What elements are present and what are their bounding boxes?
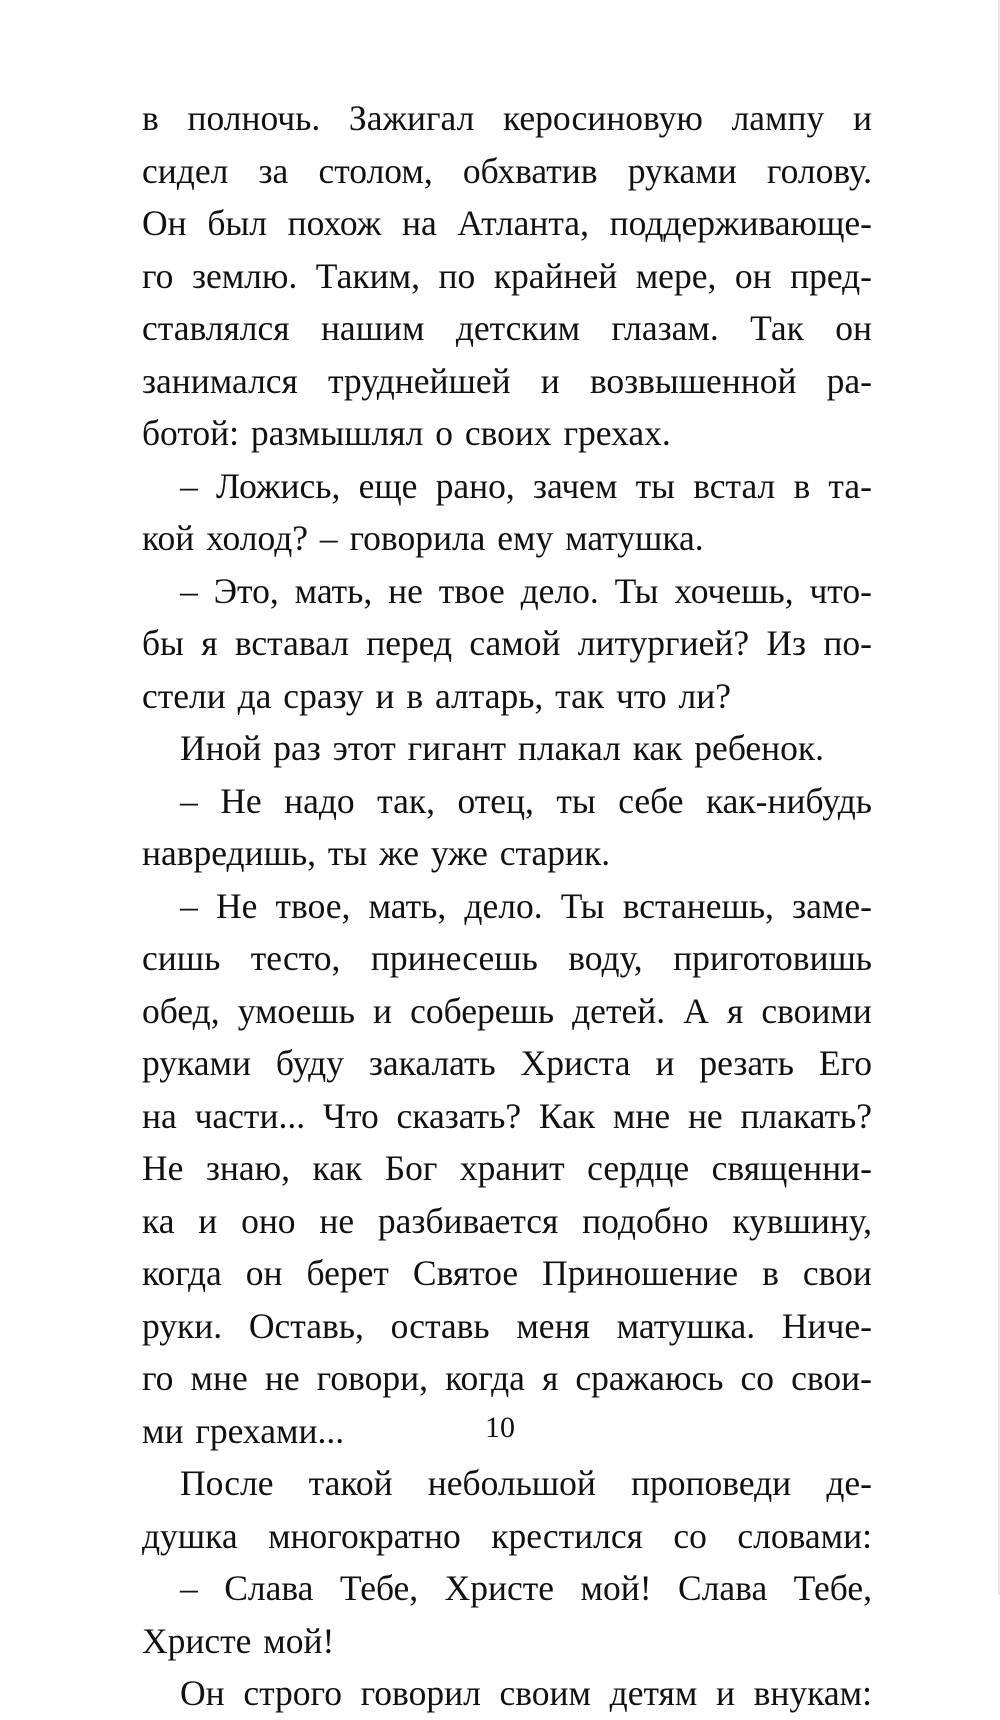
text-line bbox=[142, 932, 872, 985]
word: по bbox=[438, 255, 476, 296]
word: со bbox=[673, 1515, 707, 1556]
text-line bbox=[142, 1037, 872, 1090]
word: надо bbox=[284, 780, 355, 821]
line-text: ми грехами... bbox=[142, 1410, 345, 1451]
word: мере, bbox=[635, 255, 717, 296]
word: мне bbox=[612, 1095, 671, 1136]
word: Христе bbox=[444, 1568, 555, 1608]
word: сражаюсь bbox=[575, 1358, 724, 1398]
word: ставлялся bbox=[142, 308, 290, 348]
word: бы bbox=[142, 623, 184, 663]
word: священни- bbox=[711, 1148, 872, 1188]
word: не bbox=[388, 570, 423, 611]
word: проповеди bbox=[631, 1463, 792, 1503]
word: го bbox=[142, 1358, 174, 1398]
word: закалать bbox=[368, 1043, 496, 1083]
word: и bbox=[373, 990, 393, 1031]
word: труднейшей bbox=[327, 360, 511, 401]
word: Слава bbox=[678, 1568, 768, 1608]
word: Как bbox=[538, 1095, 596, 1136]
word: со bbox=[740, 1358, 774, 1398]
word: говорил bbox=[360, 1673, 481, 1713]
word: он bbox=[245, 1253, 283, 1293]
word: он bbox=[835, 308, 872, 348]
word: хочешь, bbox=[674, 570, 794, 611]
word: Ложись, bbox=[215, 465, 341, 506]
word: и bbox=[655, 1043, 675, 1083]
word: Не bbox=[220, 780, 262, 821]
word: и bbox=[715, 1673, 735, 1713]
text-line bbox=[142, 512, 872, 565]
word: подобно bbox=[582, 1200, 709, 1241]
word: руки. bbox=[142, 1305, 223, 1346]
word: кувшину, bbox=[732, 1200, 872, 1241]
text-line bbox=[142, 92, 872, 145]
word: сердце bbox=[587, 1148, 690, 1188]
word: ра- bbox=[826, 360, 872, 401]
line-text: ботой: размышлял о своих грехах. bbox=[142, 413, 671, 453]
word: буду bbox=[275, 1043, 344, 1083]
word: плакать? bbox=[740, 1095, 872, 1136]
word: словами: bbox=[737, 1515, 872, 1556]
word: встал bbox=[693, 465, 776, 506]
text-line bbox=[142, 985, 872, 1038]
word: занимался bbox=[142, 360, 298, 401]
body-text bbox=[142, 92, 872, 1720]
word: Ты bbox=[614, 570, 659, 611]
word: ты bbox=[635, 465, 675, 506]
text-line bbox=[142, 197, 872, 250]
text-line bbox=[142, 1615, 872, 1668]
word: – bbox=[180, 885, 198, 926]
word: умоешь bbox=[237, 990, 355, 1031]
word: А bbox=[683, 990, 709, 1031]
text-line bbox=[142, 407, 872, 460]
text-line bbox=[142, 722, 872, 775]
word: детей. bbox=[572, 990, 666, 1031]
word: не bbox=[687, 1095, 723, 1136]
word: я bbox=[541, 1358, 559, 1398]
word: рано, bbox=[435, 465, 515, 506]
word: та- bbox=[828, 465, 872, 506]
word: своими bbox=[761, 990, 872, 1031]
word: лампу bbox=[731, 98, 825, 138]
word: принесешь bbox=[370, 938, 538, 978]
word: соберешь bbox=[410, 990, 555, 1031]
word: он bbox=[734, 255, 772, 296]
word: сказать? bbox=[396, 1095, 522, 1136]
word: землю. bbox=[191, 255, 298, 296]
text-line bbox=[142, 880, 872, 933]
word: глазам. bbox=[611, 308, 719, 348]
word: Так bbox=[750, 308, 804, 348]
word: нашим bbox=[320, 308, 425, 348]
text-line bbox=[142, 460, 872, 513]
word: свои bbox=[802, 1253, 872, 1293]
word: – bbox=[180, 1568, 198, 1608]
text-line bbox=[142, 1300, 872, 1353]
text-line bbox=[142, 1247, 872, 1300]
word: детским bbox=[455, 308, 581, 348]
word: возвышенной bbox=[589, 360, 797, 401]
word: и bbox=[540, 360, 560, 401]
word: так, bbox=[377, 780, 435, 821]
word: зачем bbox=[532, 465, 618, 506]
text-line bbox=[142, 565, 872, 618]
word: Атланта, bbox=[457, 203, 589, 243]
word: Он bbox=[142, 203, 187, 243]
word: полночь. bbox=[187, 98, 321, 138]
line-text: навредишь, ты же уже старик. bbox=[142, 833, 611, 873]
word: как-нибудь bbox=[705, 780, 872, 821]
word: по- bbox=[823, 623, 872, 663]
word: не bbox=[264, 1358, 300, 1398]
word: обхватив bbox=[462, 150, 598, 191]
word: ты bbox=[556, 780, 596, 821]
word: что- bbox=[809, 570, 872, 611]
word: небольшой bbox=[427, 1463, 596, 1503]
word: мне bbox=[190, 1358, 248, 1398]
word: Тебе, bbox=[339, 1568, 419, 1608]
word: керосиновую bbox=[503, 98, 703, 138]
word: литургией? bbox=[577, 623, 750, 663]
text-line bbox=[142, 302, 872, 355]
word: перед bbox=[366, 623, 453, 663]
word: Не bbox=[142, 1148, 184, 1188]
word: свои- bbox=[791, 1358, 872, 1398]
word: детям bbox=[609, 1673, 698, 1713]
word: приготовишь bbox=[673, 938, 872, 978]
word: Он bbox=[180, 1673, 225, 1713]
word: Приношение bbox=[542, 1253, 739, 1293]
line-text: Иной раз этот гигант плакал как ребенок. bbox=[180, 728, 825, 768]
word: Таким, bbox=[315, 255, 420, 296]
word: и bbox=[198, 1200, 218, 1241]
word: де- bbox=[826, 1463, 872, 1503]
word: я bbox=[726, 990, 744, 1031]
word: себе bbox=[618, 780, 684, 821]
word: заме- bbox=[792, 885, 872, 926]
word: строго bbox=[243, 1673, 342, 1713]
word: как bbox=[312, 1148, 363, 1188]
word: берет bbox=[306, 1253, 389, 1293]
word: крестился bbox=[491, 1515, 643, 1556]
word: отец, bbox=[457, 780, 534, 821]
word: Оставь, bbox=[248, 1305, 364, 1346]
word: в bbox=[142, 98, 159, 138]
text-line bbox=[142, 1562, 872, 1615]
text-line bbox=[142, 1352, 872, 1405]
word: оно bbox=[241, 1200, 296, 1241]
word: Христа bbox=[520, 1043, 631, 1083]
word: вставал bbox=[234, 623, 349, 663]
word: мать, bbox=[368, 885, 447, 926]
word: Это, bbox=[213, 570, 279, 611]
word: Из bbox=[766, 623, 807, 663]
word: на bbox=[142, 1095, 177, 1136]
word: тесто, bbox=[250, 938, 341, 978]
word: Что bbox=[322, 1095, 379, 1136]
word: крайней bbox=[493, 255, 618, 296]
word: еще bbox=[358, 465, 418, 506]
word: пред- bbox=[790, 255, 872, 296]
word: сидел bbox=[142, 150, 229, 191]
word: Бог bbox=[384, 1148, 438, 1188]
word: я bbox=[201, 623, 218, 663]
word: воду, bbox=[568, 938, 643, 978]
word: своим bbox=[499, 1673, 591, 1713]
text-line bbox=[142, 1090, 872, 1143]
word: Ниче- bbox=[781, 1305, 872, 1346]
text-line bbox=[142, 1667, 872, 1720]
word: и bbox=[852, 98, 872, 138]
text-line bbox=[142, 1510, 872, 1563]
line-text: Христе мой! bbox=[142, 1620, 335, 1661]
word: похож bbox=[287, 203, 382, 243]
text-line bbox=[142, 827, 872, 880]
line-text: стели да сразу и в алтарь, так что ли? bbox=[142, 675, 731, 716]
word: дело. bbox=[520, 570, 599, 611]
text-line bbox=[142, 250, 872, 303]
word: резать bbox=[699, 1043, 794, 1083]
word: твое bbox=[438, 570, 505, 611]
word: когда bbox=[445, 1358, 525, 1398]
word: мать, bbox=[294, 570, 373, 611]
word: дело. bbox=[464, 885, 543, 926]
word: Слава bbox=[224, 1568, 314, 1608]
word: Его bbox=[818, 1043, 872, 1083]
word: душка bbox=[142, 1515, 238, 1556]
word: го bbox=[142, 255, 174, 296]
text-line bbox=[142, 617, 872, 670]
text-line bbox=[142, 355, 872, 408]
word: самой bbox=[469, 623, 561, 663]
word: за bbox=[258, 150, 289, 191]
word: в bbox=[793, 465, 811, 506]
word: твое, bbox=[275, 885, 351, 926]
word: руками bbox=[142, 1043, 251, 1083]
word: меня bbox=[516, 1305, 590, 1346]
word: когда bbox=[142, 1253, 222, 1293]
word: хранит bbox=[459, 1148, 565, 1188]
text-line bbox=[142, 145, 872, 198]
word: Ты bbox=[560, 885, 605, 926]
word: внукам: bbox=[753, 1673, 872, 1713]
word: ка bbox=[142, 1200, 175, 1241]
text-line bbox=[142, 1142, 872, 1195]
word: руками bbox=[627, 150, 737, 191]
word: части... bbox=[194, 1095, 306, 1136]
word: на bbox=[401, 203, 437, 243]
word: обед, bbox=[142, 990, 220, 1031]
word: говори, bbox=[316, 1358, 428, 1398]
text-line bbox=[142, 670, 872, 723]
word: поддерживающе- bbox=[609, 203, 872, 243]
page-number: 10 bbox=[485, 1411, 515, 1444]
word: мой! bbox=[580, 1568, 652, 1608]
word: был bbox=[207, 203, 267, 243]
word: Святое bbox=[412, 1253, 519, 1293]
word: такой bbox=[308, 1463, 393, 1503]
word: в bbox=[762, 1253, 779, 1293]
word: знаю, bbox=[205, 1148, 291, 1188]
word: После bbox=[180, 1463, 274, 1503]
word: Тебе, bbox=[793, 1568, 872, 1608]
word: встанешь, bbox=[622, 885, 774, 926]
word: сишь bbox=[142, 938, 221, 978]
word: многократно bbox=[268, 1515, 461, 1556]
word: не bbox=[319, 1200, 355, 1241]
line-text: кой холод? – говорила ему матушка. bbox=[142, 518, 704, 558]
text-line bbox=[142, 775, 872, 828]
word: оставь bbox=[390, 1305, 490, 1346]
word: разбивается bbox=[377, 1200, 559, 1241]
word: – bbox=[180, 465, 198, 506]
word: – bbox=[180, 570, 198, 611]
word: – bbox=[180, 780, 198, 821]
word: Не bbox=[215, 885, 258, 926]
word: столом, bbox=[318, 150, 433, 191]
text-line bbox=[142, 1195, 872, 1248]
word: матушка. bbox=[616, 1305, 756, 1346]
text-line bbox=[142, 1457, 872, 1510]
word: голову. bbox=[766, 150, 872, 191]
word: Зажигал bbox=[348, 98, 475, 138]
